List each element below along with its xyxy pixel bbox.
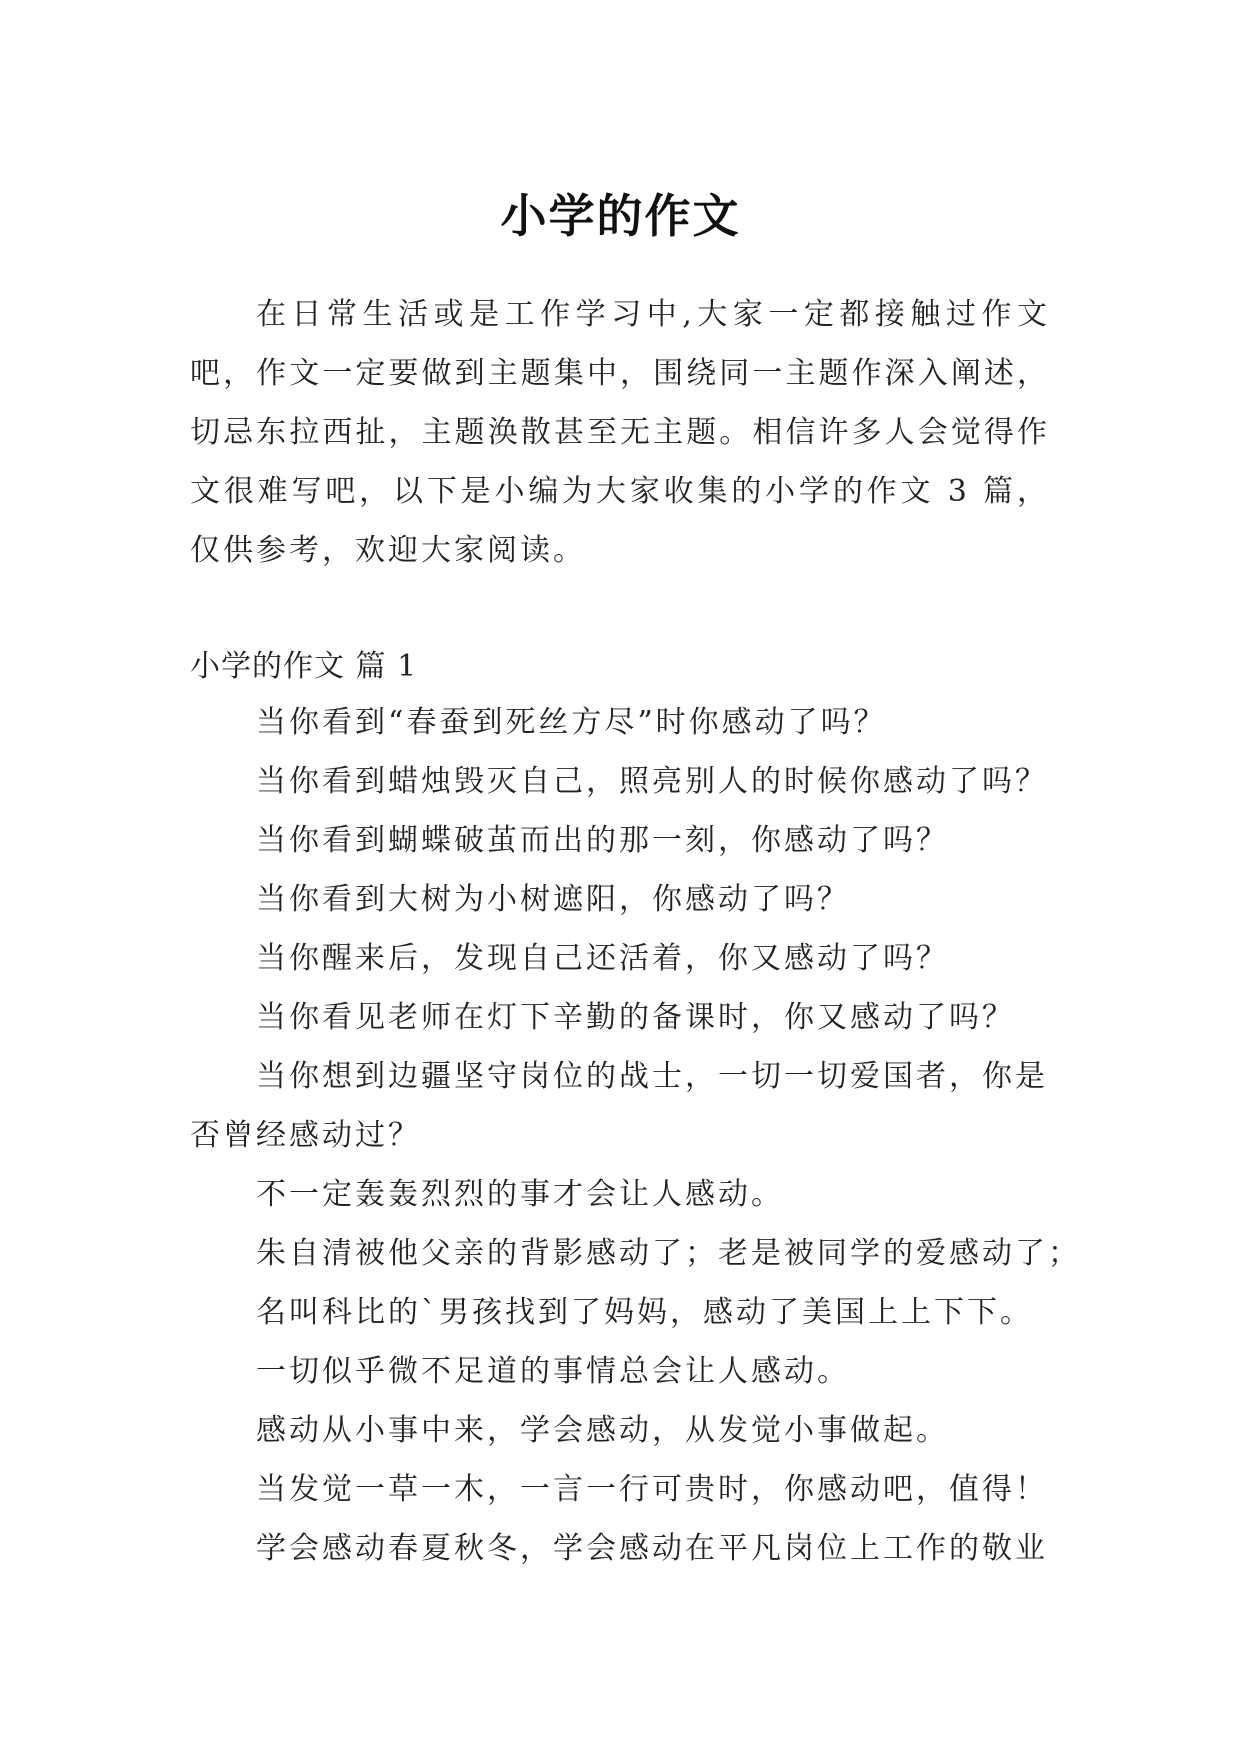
essay-paragraph: 不一定轰轰烈烈的事才会让人感动。 xyxy=(256,1177,784,1212)
essay-paragraph: 当你看见老师在灯下辛勤的备课时，你又感动了吗？ xyxy=(256,1000,1015,1035)
essay-paragraph: 当你看到大树为小树遮阳，你感动了吗？ xyxy=(256,882,850,917)
essay-paragraph: 感动从小事中来，学会感动，从发觉小事做起。 xyxy=(256,1413,949,1448)
essay-paragraph: 当你醒来后，发现自己还活着，你又感动了吗？ xyxy=(256,941,949,976)
essay-paragraph: 学会感动春夏秋冬，学会感动在平凡岗位上工作的敬业 xyxy=(256,1531,1048,1566)
essay-paragraph: 当你看到“春蚕到死丝方尽”时你感动了吗？ xyxy=(256,705,887,740)
intro-paragraph: 在日常生活或是工作学习中,大家一定都接触过作文吧，作文一定要做到主题集中，围绕同一主题作深入阐述，切忌东拉西扯，主题涣散甚至无主题。相信许多人会觉得作文很难写吧，以下是小编为大家收集的小学的作文 3 篇，仅供参考，欢迎大家阅读。 xyxy=(190,297,1050,568)
essay-paragraph: 朱自清被他父亲的背影感动了；老是被同学的爱感动了； xyxy=(256,1236,1081,1271)
document-title: 小学的作文 xyxy=(500,188,741,243)
essay-body xyxy=(190,693,1081,1578)
essay-paragraph: 名叫科比的`男孩找到了妈妈，感动了美国上上下下。 xyxy=(256,1295,1033,1330)
essay-paragraph: 一切似乎微不足道的事情总会让人感动。 xyxy=(256,1354,850,1389)
essay-paragraph: 当你看到蝴蝶破茧而出的那一刻，你感动了吗？ xyxy=(256,823,949,858)
essay-paragraph: 当发觉一草一木，一言一行可贵时，你感动吧，值得！ xyxy=(256,1472,1048,1507)
essay-paragraph: 当你想到边疆坚守岗位的战士，一切一切爱国者，你是否曾经感动过？ xyxy=(190,1059,1048,1153)
section-heading: 小学的作文 篇 1 xyxy=(190,649,418,684)
essay-paragraph: 当你看到蜡烛毁灭自己，照亮别人的时候你感动了吗？ xyxy=(256,764,1048,799)
